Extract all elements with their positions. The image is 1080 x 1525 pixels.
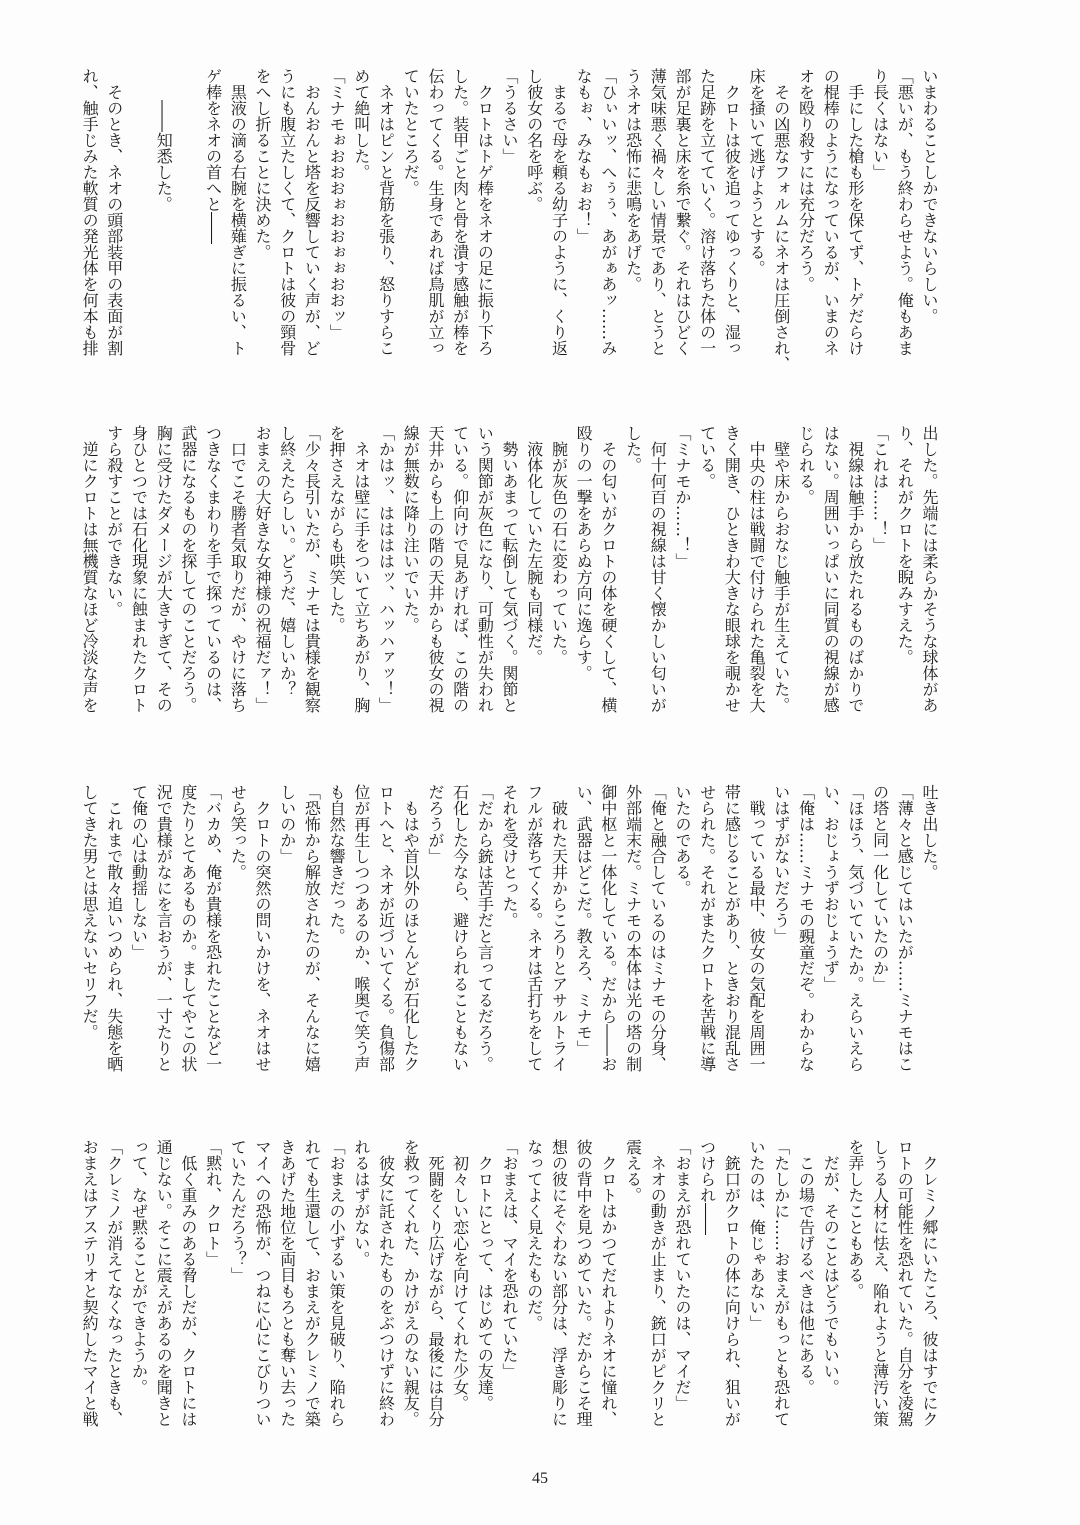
text-column: 壁や床からおなじ触手が生えていた。 [771, 425, 791, 713]
text-column [175, 68, 200, 378]
text-column: 「恐怖から解放されたのが、そんなに嬉 [302, 784, 322, 1072]
text-column: 破れた天井からころりとアサルトライ [549, 784, 569, 1072]
text-column: をへし折ることに決めた。 [253, 68, 273, 260]
text-column: を押さえながらも哄笑した。 [327, 425, 347, 633]
text-column: いたのは、俺じゃあない」 [747, 1139, 767, 1331]
text-column: れるはずがない。 [351, 1139, 371, 1267]
text-column: おまえはアステリオと契約したマイと戦 [80, 1139, 100, 1427]
text-column: 「ひぃいッ、へぅぅ、あがぁあッ……み [598, 68, 618, 356]
text-column: 「おまえは、マイを恐れていた」 [500, 1139, 520, 1379]
text-column: クロトの突然の問いかけを、ネオはせ [253, 784, 273, 1072]
text-column: してきた男とは思えないセリフだ。 [80, 784, 100, 1040]
text-column: 中央の柱は戦闘で付けられた亀裂を大 [747, 425, 767, 713]
text-column: 「ミナモぉおおおぉおおぉぉおおッ」 [327, 68, 347, 340]
text-column: うネオは恐怖に悲鳴をあげた。 [623, 68, 643, 292]
text-column: 御中枢と一体化している。だから――お [598, 784, 618, 1072]
text-column: ――知悉した。 [154, 68, 174, 212]
text-column: いたのである。 [672, 784, 692, 896]
text-column: 出した。先端には柔らかそうな球体があ [920, 425, 939, 713]
text-column: 況で貴様がなにを言おうが、一寸たりと [154, 784, 174, 1072]
text-block-1 [75, 68, 941, 378]
text-column: ネオは壁に手をついて立ちあがり、胸 [351, 425, 371, 713]
text-column: その匂いがクロトの体を硬くして、横 [598, 425, 618, 713]
text-column: ゲ棒をネオの首へと―― [203, 68, 223, 244]
text-column: れても生還して、おまえがクレミノで築 [302, 1139, 322, 1427]
text-column: せられた。それがまたクロトを苦戦に導 [697, 784, 717, 1072]
text-column: 吐き出した。 [920, 784, 939, 880]
text-column: 石化した今なら、避けられることもない [450, 784, 470, 1072]
text-column: 胸に受けたダメージが大きすぎて、その [154, 425, 174, 713]
text-column: 手にした槍も形を保てず、トゲだらけ [845, 68, 865, 356]
text-column [126, 68, 151, 378]
text-column: 口でこそ勝者気取りだが、やけに落ち [228, 425, 248, 713]
text-column: 「おまえの小ずるい策を見破り、陥れら [327, 1139, 347, 1427]
text-column: 何十何百の視線は甘く懐かしい匂いが [648, 425, 668, 713]
text-column: 天井からも上の階の天井からも彼女の視 [425, 425, 445, 713]
text-column: 「黙れ、クロト」 [203, 1139, 223, 1267]
text-block-2 [75, 425, 941, 735]
text-column: ネオはピンと背筋を張り、怒りすらこ [376, 68, 396, 356]
text-column: うにも腹立たしくて、クロトは彼の頸骨 [277, 68, 297, 356]
text-column: フルが落ちてくる。ネオは舌打ちをして [524, 784, 544, 1072]
text-column: て俺の心は動揺しない」 [129, 784, 149, 960]
text-column: だが、そのことはどうでもいい。 [821, 1139, 841, 1395]
text-column: 「だから銃は苦手だと言ってるだろう。 [475, 784, 495, 1072]
text-column: なもぉ、みなもぉお！」 [574, 68, 594, 244]
text-column: 「これは……！」 [870, 425, 890, 553]
text-column: クロトは彼を追ってゆっくりと、湿っ [722, 68, 742, 356]
text-column: 死闘をくり広げながら、最後には自分 [425, 1139, 445, 1427]
text-column: ている。 [697, 425, 717, 489]
text-column: なってよく見えたものだ。 [524, 1139, 544, 1331]
text-column: い、武器はどこだ。教えろ、ミナモ」 [574, 784, 594, 1056]
text-column: 銃口がクロトの体に向けられ、狙いが [722, 1139, 742, 1427]
text-column: 「たしかに……おまえがもっとも恐れて [771, 1139, 791, 1427]
text-column: 「薄々と感じてはいたが……ミナモはこ [895, 784, 915, 1072]
text-column: 帯に感じることがあり、ときおり混乱さ [722, 784, 742, 1072]
text-column: 震える。 [623, 1139, 643, 1203]
text-column: はない。周囲いっぱいに同質の視線が感 [821, 425, 841, 713]
text-block-3 [75, 784, 941, 1094]
text-column: マイへの恐怖が、つねに心にこびりつい [253, 1139, 273, 1427]
text-column: 位が再生しつつあるのか、喉奥で笑う声 [351, 784, 371, 1072]
text-column: 液体化していた左腕も同様だ。 [524, 425, 544, 665]
text-column: 「俺と融合しているのはミナモの分身、 [648, 784, 668, 1072]
text-column: クレミノ郷にいたころ、彼はすでにク [920, 1139, 939, 1427]
text-column: ロトの可能性を恐れていた。自分を凌駕 [895, 1139, 915, 1427]
text-column: 「少々長引いたが、ミナモは貴様を観察 [302, 425, 322, 713]
text-column: ネオの動きが止まり、銃口がピクリと [648, 1139, 668, 1427]
text-column: これまで散々追いつめられ、失態を晒 [104, 784, 124, 1072]
text-column: まるで母を頼る幼子のように、くり返 [549, 68, 569, 356]
text-column: り、それがクロトを睨みすえた。 [895, 425, 915, 665]
text-column: 「悪いが、もう終わらせよう。俺もあま [895, 68, 915, 356]
text-column: り長くはない」 [870, 68, 890, 180]
text-column: おまえの大好きな女神様の祝福だァ！」 [253, 425, 273, 713]
text-column: 「おまえが恐れていたのは、マイだ」 [672, 1139, 692, 1411]
page-number: 45 [532, 1470, 548, 1487]
text-column: 床を掻いて逃げようとする。 [747, 68, 767, 276]
text-column: しうる人材に怯え、陥れようと薄汚い策 [870, 1139, 890, 1427]
text-column: 腕が灰色の石に変わっていた。 [549, 425, 569, 665]
text-column: ていたところだ。 [401, 68, 421, 196]
text-column: 「俺は……ミナモの覡童だぞ。わからな [796, 784, 816, 1072]
text-column: 外部端末だ。ミナモの本体は光の塔の制 [623, 784, 643, 1072]
text-column: いはずがないだろう」 [771, 784, 791, 944]
text-column: 視線は触手から放たれるものばかりで [845, 425, 865, 713]
text-column: ていたんだろう？」 [228, 1139, 248, 1283]
text-column: オを殴り殺すには充分だろう。 [796, 68, 816, 292]
text-column: の棍棒のようになっているが、いまのネ [821, 68, 841, 356]
text-column: 度たりとてあるものか。ましてやこの状 [178, 784, 198, 1072]
text-column: 黒液の滴る右腕を横薙ぎに振るい、ト [228, 68, 248, 356]
text-column: 「ほほう、気づいていたか。えらいえら [845, 784, 865, 1072]
text-column: 逆にクロトは無機質なほど冷淡な声を [80, 425, 100, 713]
text-column: 身ひとつでは石化現象に蝕まれたクロト [129, 425, 149, 713]
text-column: 通じない。そこに震えがあるのを聞きと [154, 1139, 174, 1427]
text-column: を弄したこともある。 [845, 1139, 865, 1299]
text-column: 殴りの一撃をあらぬ方向に逸らす。 [574, 425, 594, 681]
text-column: した。 [623, 425, 643, 473]
text-column: 「うるさい」 [500, 68, 520, 164]
text-column: 初々しい恋心を向けてくれた少女。 [450, 1139, 470, 1411]
text-column: 「ミナモか……！」 [672, 425, 692, 569]
text-column: 彼女に託されたものをぶつけずに終わ [376, 1139, 396, 1427]
text-column: 薄気味悪く禍々しい情景であり、とうと [648, 68, 668, 356]
text-column: この場で告げるべきは他にある。 [796, 1139, 816, 1395]
text-column: した。装甲ごと肉と骨を潰す感触が棒を [450, 68, 470, 356]
text-column: た足跡を立てていく。溶け落ちた体の一 [697, 68, 717, 356]
text-block-4 [75, 1139, 941, 1449]
text-column: そのとき、ネオの頭部装甲の表面が割 [104, 68, 124, 356]
text-column: れ、触手じみた軟質の発光体を何本も排 [80, 68, 100, 356]
text-column: めて絶叫した。 [351, 68, 371, 180]
text-column: しいのか」 [277, 784, 297, 864]
text-column: ている。仰向けで見あげれば、この階の [450, 425, 470, 713]
text-column: ロトへと、ネオが近づいてくる。負傷部 [376, 784, 396, 1072]
text-column: 低く重みのある脅しだが、クロトには [178, 1139, 198, 1427]
text-column: 武器になるものを探してのことだろう。 [178, 425, 198, 713]
text-column: 「クレミノが消えてなくなったときも、 [104, 1139, 124, 1427]
text-column: い、おじょうずおじょうず」 [821, 784, 841, 992]
text-column: もはや首以外のほとんどが石化したク [401, 784, 421, 1072]
text-column: いまわることしかできないらしい。 [920, 68, 939, 324]
text-column: すら殺すことができない。 [104, 425, 124, 617]
text-column: し彼女の名を呼ぶ。 [524, 68, 544, 212]
text-column: 伝わってくる。生身であれば鳥肌が立っ [425, 68, 445, 356]
text-column: 戦っている最中、彼女の気配を周囲一 [747, 784, 767, 1072]
text-column: じられる。 [796, 425, 816, 505]
text-column: おんおんと塔を反響していく声が、ど [302, 68, 322, 356]
text-column: つきなくまわりを手で探っているのは、 [203, 425, 223, 713]
text-column: だろうが」 [425, 784, 445, 864]
text-column: 「かはッ、ははははッ、ハッハァッ！」 [376, 425, 396, 713]
text-column: いう関節が灰色になり、可動性が失われ [475, 425, 495, 713]
text-column: 線が無数に降り注いでいた。 [401, 425, 421, 633]
text-column: 部が足裏と床を糸で繋ぐ。それはひどく [672, 68, 692, 356]
text-column: 想の彼にそぐわない部分は、浮き彫りに [549, 1139, 569, 1427]
text-column: って、なぜ黙ることができようか。 [129, 1139, 149, 1395]
text-column: その凶悪なフォルムにネオは圧倒され、 [771, 68, 791, 372]
text-column: 「バカめ、俺が貴様を恐れたことなど一 [203, 784, 223, 1072]
text-column: 勢いあまって転倒して気づく。関節と [500, 425, 520, 713]
text-column: クロトにとって、はじめての友達。 [475, 1139, 495, 1411]
text-column: クロトはかつてだれよりネオに憧れ、 [598, 1139, 618, 1427]
text-column: せら笑った。 [228, 784, 248, 880]
text-column: を救ってくれた、かけがえのない親友。 [401, 1139, 421, 1427]
text-column: きく開き、ひときわ大きな眼球を覗かせ [722, 425, 742, 713]
text-column: も自然な響きだった。 [327, 784, 347, 944]
text-column: し終えたらしい。どうだ、嬉しいか？ [277, 425, 297, 697]
text-column: の塔と同一化していたのか」 [870, 784, 890, 992]
text-column: つけられ―― [697, 1139, 717, 1235]
text-column: クロトはトゲ棒をネオの足に振り下ろ [475, 68, 495, 356]
text-column: それを受けとった。 [500, 784, 520, 928]
text-column: 彼の背中を見つめていた。だからこそ理 [574, 1139, 594, 1427]
text-column: きあげた地位を両目もろとも奪い去った [277, 1139, 297, 1427]
